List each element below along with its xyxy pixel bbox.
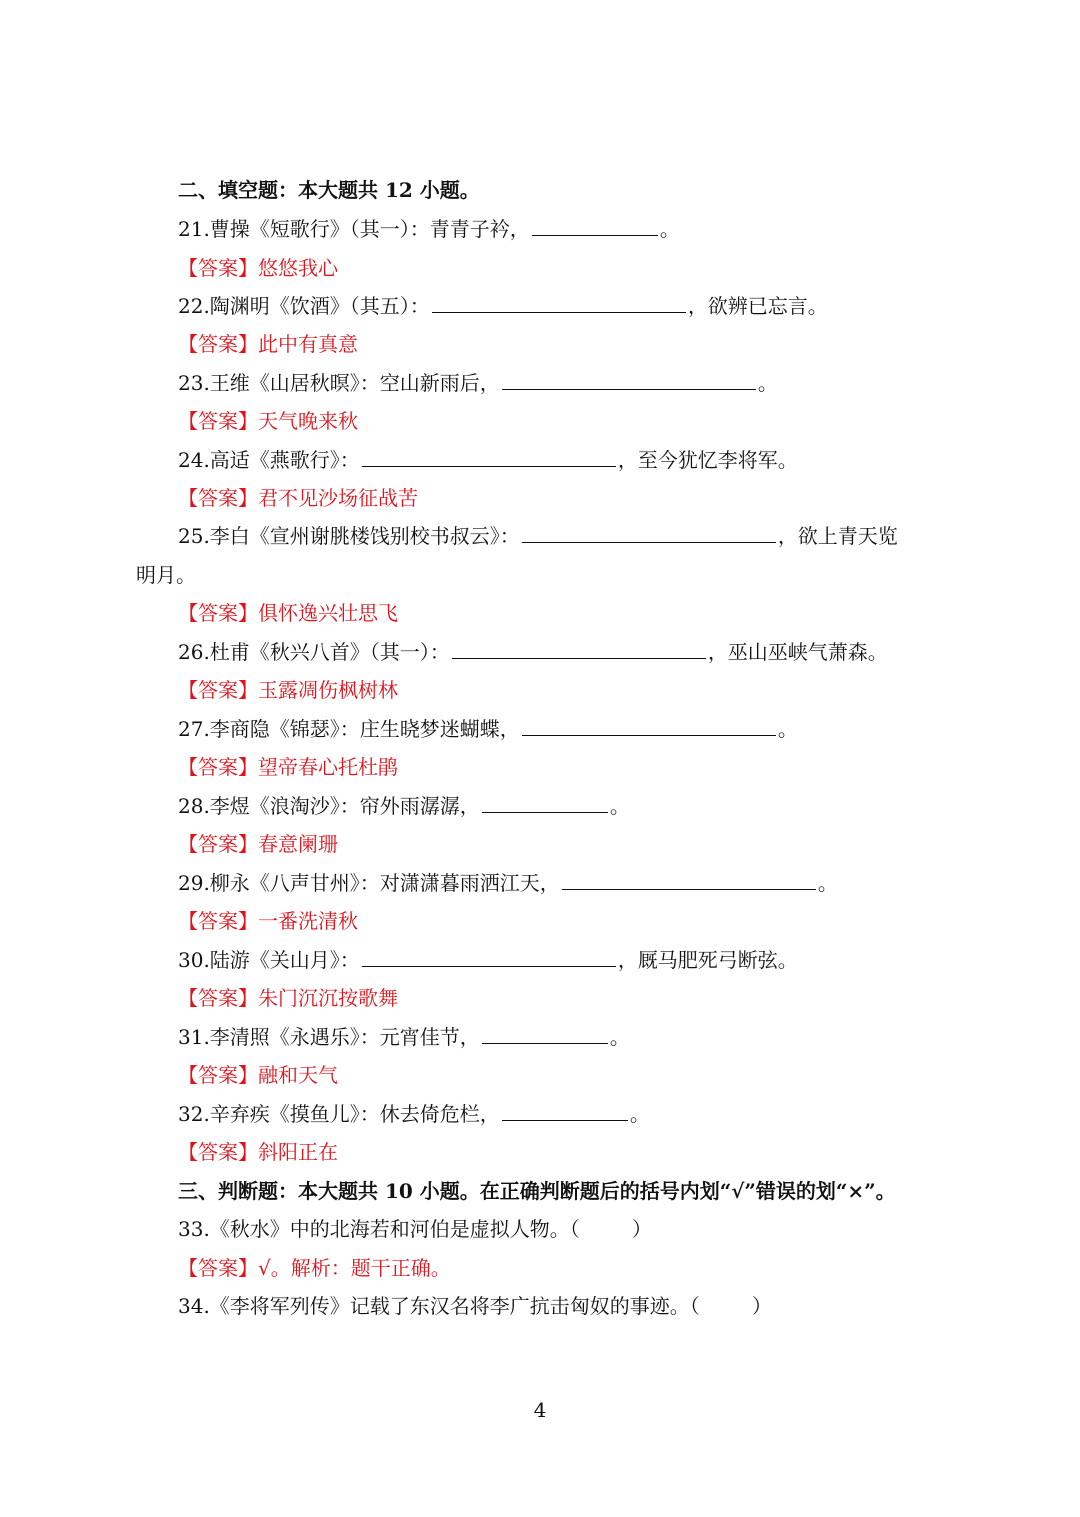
question-25-continuation: 明月。 — [136, 563, 196, 587]
question-24: 24.高适《燕歌行》： ，至今犹忆李将军。 — [178, 448, 798, 472]
answer-blank — [562, 869, 816, 890]
answer-25: 【答案】俱怀逸兴壮思飞 — [178, 601, 398, 625]
answer-22: 【答案】此中有真意 — [178, 332, 358, 356]
answer-blank — [432, 292, 686, 313]
question-28: 28.李煜《浪淘沙》：帘外雨潺潺， 。 — [178, 794, 630, 818]
question-25: 25.李白《宣州谢朓楼饯别校书叔云》： ，欲上青天览 — [178, 524, 898, 548]
answer-blank — [362, 946, 616, 967]
answer-30: 【答案】朱门沉沉按歌舞 — [178, 986, 398, 1010]
page-number: 4 — [533, 1398, 547, 1422]
question-27: 27.李商隐《锦瑟》：庄生晓梦迷蝴蝶， 。 — [178, 717, 798, 741]
answer-blank — [362, 446, 616, 467]
answer-28: 【答案】春意阑珊 — [178, 832, 338, 856]
question-32: 32.辛弃疾《摸鱼儿》：休去倚危栏， 。 — [178, 1102, 650, 1126]
question-23: 23.王维《山居秋暝》：空山新雨后， 。 — [178, 371, 778, 395]
answer-33: 【答案】√。解析：题干正确。 — [178, 1256, 451, 1280]
answer-blank — [502, 1100, 628, 1121]
question-21: 21.曹操《短歌行》（其一）：青青子衿， 。 — [178, 217, 680, 241]
answer-blank — [522, 715, 776, 736]
question-29: 29.柳永《八声甘州》：对潇潇暮雨洒江天， 。 — [178, 871, 838, 895]
answer-blank — [532, 215, 658, 236]
answer-blank — [452, 638, 706, 659]
answer-blank — [522, 522, 776, 543]
answer-29: 【答案】一番洗清秋 — [178, 909, 358, 933]
section-heading-true-false: 三、判断题：本大题共 10 小题。在正确判断题后的括号内划“√”错误的划“×”。 — [178, 1179, 896, 1203]
question-22: 22.陶渊明《饮酒》（其五）： ，欲辨已忘言。 — [178, 294, 828, 318]
question-31: 31.李清照《永遇乐》：元宵佳节， 。 — [178, 1025, 630, 1049]
section-heading-fill-in: 二、填空题：本大题共 12 小题。 — [178, 178, 480, 202]
answer-27: 【答案】望帝春心托杜鹃 — [178, 755, 398, 779]
answer-blank — [482, 1023, 608, 1044]
answer-31: 【答案】融和天气 — [178, 1063, 338, 1087]
answer-26: 【答案】玉露凋伤枫树林 — [178, 678, 398, 702]
question-30: 30.陆游《关山月》： ，厩马肥死弓断弦。 — [178, 948, 798, 972]
answer-blank — [482, 792, 608, 813]
answer-blank — [502, 369, 756, 390]
answer-21: 【答案】悠悠我心 — [178, 256, 338, 280]
answer-24: 【答案】君不见沙场征战苦 — [178, 486, 418, 510]
question-34: 34.《李将军列传》记载了东汉名将李广抗击匈奴的事迹。（ ） — [178, 1294, 772, 1318]
question-26: 26.杜甫《秋兴八首》（其一）： ，巫山巫峡气萧森。 — [178, 640, 888, 664]
answer-32: 【答案】斜阳正在 — [178, 1140, 338, 1164]
answer-23: 【答案】天气晚来秋 — [178, 409, 358, 433]
question-33: 33.《秋水》中的北海若和河伯是虚拟人物。（ ） — [178, 1217, 652, 1241]
